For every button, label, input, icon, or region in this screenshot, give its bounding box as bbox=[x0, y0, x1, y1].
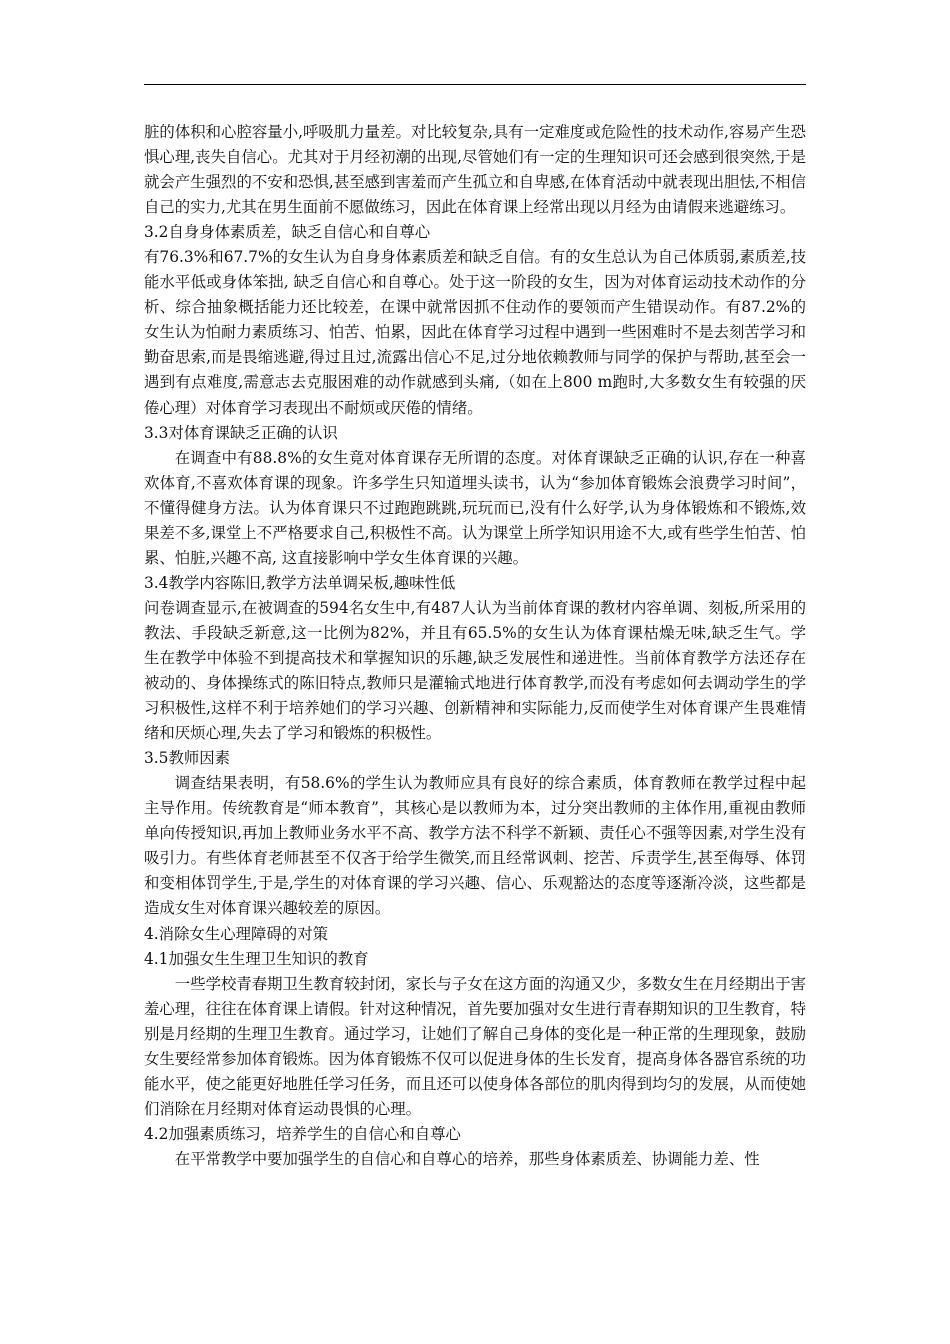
paragraph-body: 一些学校青春期卫生教育较封闭，家长与子女在这方面的沟通又少，多数女生在月经期出于害羞心理，往往在体育课上请假。针对这种情况，首先要加强对女生进行青春期知识的卫生教育，特别是月经期的生理卫生教育。通过学习，让她们了解自己身体的变化是一种正常的生理现象，鼓励女生要经常参加体育锻炼。因为体育锻炼不仅可以促进身体的生长发育，提高身体各器官系统的功能水平，使之能更好地胜任学习任务，而且还可以使身体各部位的肌肉得到均匀的发展，从而使她们消除在月经期对体育运动畏惧的心理。 bbox=[144, 974, 806, 1118]
paragraph-body: 问卷调查显示,在被调查的594名女生中,有487人认为当前体育课的教材内容单调、刻板,所采用的教法、手段缺乏新意,这一比例为82%，并且有65.5%的女生认为体育课枯燥无味,缺乏生气。学生在教学中体验不到提高技术和掌握知识的乐趣,缺乏发展性和递进性。当前体育教学方法还存在被动的、身体操练式的陈旧特点,教师只是灌输式地进行体育教学,而没有考虑如何去调动学生的学习积极性,这样不利于培养她们的学习兴趣、创新精神和实际能力,反而使学生对体育课产生畏难情绪和厌烦心理,失去了学习和锻炼的积极性。 bbox=[144, 598, 806, 743]
paragraph-body: 有76.3%和67.7%的女生认为自身身体素质差和缺乏自信。有的女生总认为自己体质弱,素质差,技能水平低或身体笨拙, 缺乏自信心和自尊心。处于这一阶段的女生，因为对体育运动技术动作的分析、综合抽象概括能力还比较差，在课中就常因抓不住动作的要领而产生错误动作。有87.2%的女生认为怕耐力素质练习、怕苦、怕累，因此在体育学习过程中遇到一些困难时不是去刻苦学习和勤奋思索,而是畏缩逃避,得过且过,流露出信心不足,过分地依赖教师与同学的保护与帮助,甚至会一遇到有点难度,需意志去克服困难的动作就感到头痛,（如在上800 m跑时,大多数女生有较强的厌倦心理）对体育学习表现出不耐烦或厌倦的情绪。 bbox=[144, 248, 806, 417]
document-body bbox=[144, 120, 806, 1172]
section-heading: 3.4教学内容陈旧,教学方法单调呆板,趣味性低 bbox=[144, 573, 456, 592]
paragraph-body: 脏的体积和心腔容量小,呼吸肌力量差。对比较复杂,具有一定难度或危险性的技术动作,容易产生恐惧心理,丧失自信心。尤其对于月经初潮的出现,尽管她们有一定的生理知识可还会感到很突然,于是就会产生强烈的不安和恐惧,甚至感到害羞而产生孤立和自卑感,在体育活动中就表现出胆怯,不相信自己的实力,尤其在男生面前不愿做练习，因此在体育课上经常出现以月经为由请假来逃避练习。 bbox=[144, 123, 806, 217]
paragraph-body: 在平常教学中要加强学生的自信心和自尊心的培养，那些身体素质差、协调能力差、性 bbox=[174, 1149, 760, 1168]
section-heading: 4.1加强女生生理卫生知识的教育 bbox=[144, 949, 369, 968]
paragraph-body: 调查结果表明，有58.6%的学生认为教师应具有良好的综合素质，体育教师在教学过程中起主导作用。传统教育是“师本教育”，其核心是以教师为本，过分突出教师的主体作用,重视由教师单向传授知识,再加上教师业务水平不高、教学方法不科学不新颖、责任心不强等因素,对学生没有吸引力。有些体育老师甚至不仅吝于给学生微笑,而且经常讽刺、挖苦、斥责学生,甚至侮辱、体罚和变相体罚学生,于是,学生的对体育课的学习兴趣、信心、乐观豁达的态度等逐渐冷淡，这些都是造成女生对体育课兴趣较差的原因。 bbox=[144, 774, 806, 918]
section-heading: 3.5教师因素 bbox=[144, 749, 231, 768]
section-heading: 4.2加强素质练习，培养学生的自信心和自尊心 bbox=[144, 1124, 461, 1143]
section-heading: 3.2自身身体素质差，缺乏自信心和自尊心 bbox=[144, 223, 431, 242]
section-heading: 4.消除女生心理障碍的对策 bbox=[144, 924, 328, 943]
header-rule bbox=[144, 84, 806, 85]
section-heading: 3.3对体育课缺乏正确的认识 bbox=[144, 423, 338, 442]
paragraph-body: 在调查中有88.8%的女生竟对体育课存无所谓的态度。对体育课缺乏正确的认识,存在一种喜欢体育,不喜欢体育课的现象。许多学生只知道埋头读书，认为“参加体育锻炼会浪费学习时间”，不懂得健身方法。认为体育课只不过跑跑跳跳,玩玩而已,没有什么好学,认为身体锻炼和不锻炼,效果差不多,课堂上不严格要求自己,积极性不高。认为课堂上所学知识用途不大,或有些学生怕苦、怕累、怕脏,兴趣不高, 这直接影响中学女生体育课的兴趣。 bbox=[144, 448, 806, 567]
